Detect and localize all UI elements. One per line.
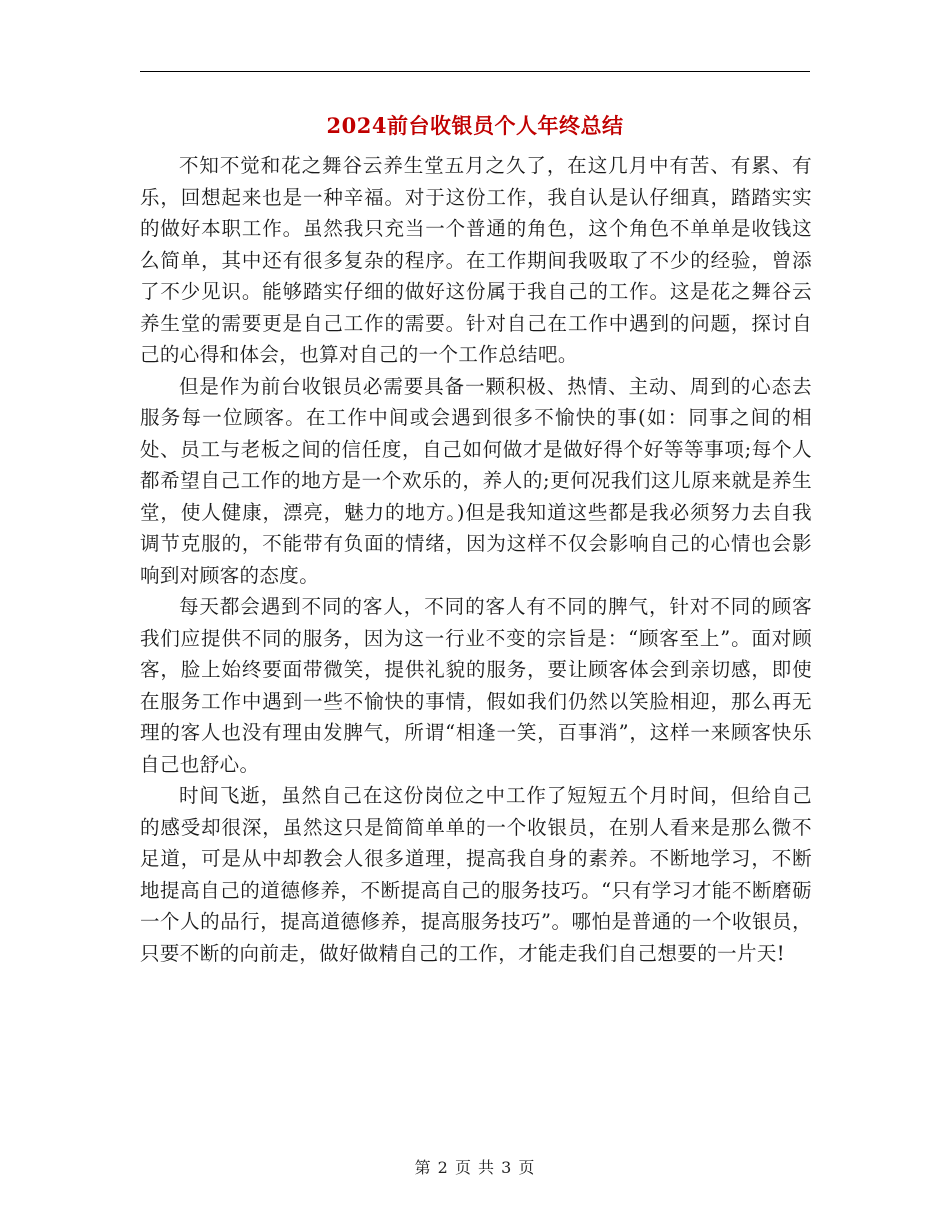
document-body: [140, 150, 812, 969]
paragraph: 时间飞逝，虽然自己在这份岗位之中工作了短短五个月时间，但给自己的感受却很深，虽然这只是简简单单的一个收银员，在别人看来是那么微不足道，可是从中却教会人很多道理，提高我自身的素养。不断地学习，不断地提高自己的道德修养，不断提高自己的服务技巧。“只有学习才能不断磨砺一个人的品行，提高道德修养，提高服务技巧”。哪怕是普通的一个收银员，只要不断的向前走，做好做精自己的工作，才能走我们自己想要的一片天!: [140, 784, 812, 965]
paragraph: 不知不觉和花之舞谷云养生堂五月之久了，在这几月中有苦、有累、有乐，回想起来也是一种辛福。对于这份工作，我自认是认仔细真，踏踏实实的做好本职工作。虽然我只充当一个普通的角色，这个角色不单单是收钱这么简单，其中还有很多复杂的程序。在工作期间我吸取了不少的经验，曾添了不少见识。能够踏实仔细的做好这份属于我自己的工作。这是花之舞谷云养生堂的需要更是自己工作的需要。针对自己在工作中遇到的问题，探讨自己的心得和体会，也算对自己的一个工作总结吧。: [140, 154, 812, 366]
header-rule: [140, 71, 810, 72]
paragraph: 但是作为前台收银员必需要具备一颗积极、热情、主动、周到的心态去服务每一位顾客。在工作中间或会遇到很多不愉快的事(如：同事之间的相处、员工与老板之间的信任度，自己如何做才是做好得个好等等事项;每个人都希望自己工作的地方是一个欢乐的，养人的;更何况我们这儿原来就是养生堂，使人健康，漂亮，魅力的地方。)但是我知道这些都是我必须努力去自我调节克服的，不能带有负面的情绪，因为这样不仅会影响自己的心情也会影响到对顾客的态度。: [140, 374, 812, 587]
page-number-footer: 第 2 页 共 3 页: [414, 1158, 536, 1177]
document-title: 2024前台收银员个人年终总结: [326, 113, 624, 138]
paragraph: 每天都会遇到不同的客人，不同的客人有不同的脾气，针对不同的顾客我们应提供不同的服务，因为这一行业不变的宗旨是：“顾客至上”。面对顾客，脸上始终要面带微笑，提供礼貌的服务，要让顾客体会到亲切感，即使在服务工作中遇到一些不愉快的事情，假如我们仍然以笑脸相迎，那么再无理的客人也没有理由发脾气，所谓“相逢一笑，百事消”，这样一来顾客快乐自己也舒心。: [140, 595, 812, 776]
